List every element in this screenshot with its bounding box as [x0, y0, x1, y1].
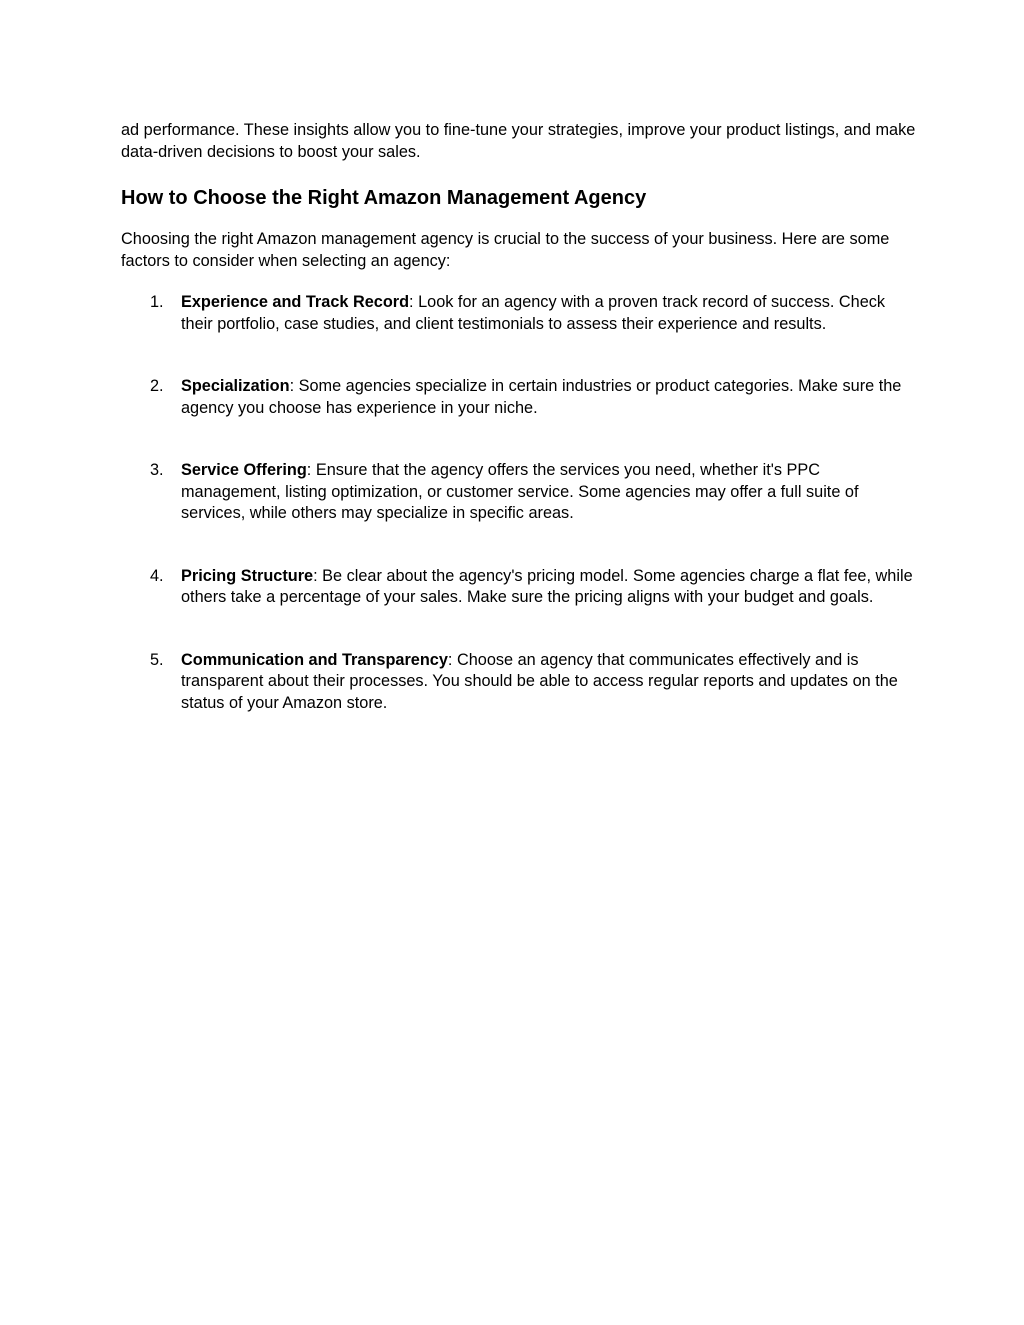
intro-paragraph: ad performance. These insights allow you to fine-tune your strategies, improve your product listings, and make data-driven decisions to boost your sales. [121, 121, 916, 161]
list-item-text: : Look for an agency with a proven track record of success. Check their portfolio, case studies, and client testimonials to assess their experience and results. [181, 293, 886, 333]
list-item-term: Service Offering [181, 461, 307, 479]
list-item-term: Specialization [181, 377, 290, 395]
list-item [121, 292, 921, 335]
list-item [121, 650, 921, 715]
list-item-number: 3. [150, 461, 164, 479]
document-page [121, 120, 921, 714]
list-item-term: Communication and Transparency [181, 650, 448, 669]
section-heading: How to Choose the Right Amazon Management Agency [121, 187, 647, 209]
list-item-text: : Ensure that the agency offers the services you need, whether it's PPC management, listing optimization, or customer service. Some agencies may offer a full suite of services, while others may specialize in specific areas. [181, 461, 859, 522]
list-item [121, 460, 921, 525]
list-item-number: 5. [150, 650, 164, 669]
list-item-number: 1. [150, 293, 164, 311]
list-item [121, 376, 921, 419]
lead-paragraph: Choosing the right Amazon management agency is crucial to the success of your business. Here are some factors to consider when selecting an agency: [121, 230, 890, 270]
list-item-text: : Be clear about the agency's pricing model. Some agencies charge a flat fee, while others take a percentage of your sales. Make sure the pricing aligns with your budget and goals. [181, 566, 913, 606]
list-item [121, 566, 921, 609]
list-item-text: : Choose an agency that communicates effectively and is transparent about their processes. You should be able to access regular reports and updates on the status of your Amazon store. [181, 650, 898, 712]
list-item-number: 4. [150, 566, 164, 585]
list-item-number: 2. [150, 377, 164, 395]
list-item-text: : Some agencies specialize in certain industries or product categories. Make sure the agency you choose has experience in your niche. [181, 377, 902, 417]
factors-list [121, 292, 921, 714]
list-item-term: Experience and Track Record [181, 293, 410, 311]
list-item-term: Pricing Structure [181, 566, 314, 585]
